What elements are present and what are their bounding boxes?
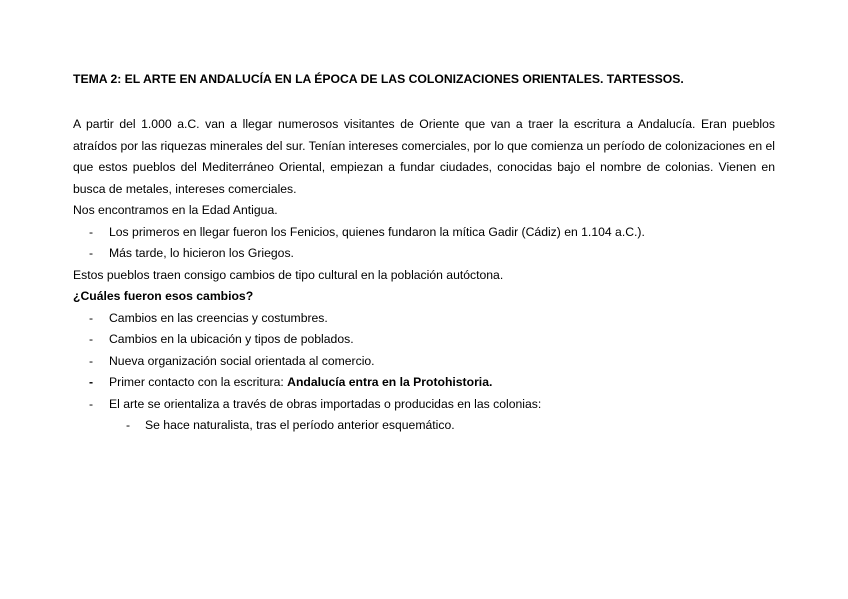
dash-marker: -: [89, 396, 94, 411]
list-item-text: Los primeros en llegar fueron los Fenicios, quienes fundaron la mítica Gadir (Cádiz) en 1.104 a.C.).: [109, 224, 645, 239]
age-line: Nos encontramos en la Edad Antigua.: [73, 203, 278, 217]
list-item-text: Cambios en la ubicación y tipos de poblados.: [109, 332, 354, 346]
list-item: [73, 351, 775, 373]
dash-marker: -: [89, 353, 94, 368]
dash-marker: -: [89, 224, 94, 239]
list-item: [73, 394, 775, 416]
changes-intro-line: Estos pueblos traen consigo cambios de tipo cultural en la población autóctona.: [73, 267, 504, 282]
document-title: TEMA 2: EL ARTE EN ANDALUCÍA EN LA ÉPOCA DE LAS COLONIZACIONES ORIENTALES. TARTESSOS.: [73, 72, 684, 86]
list-item: [73, 243, 775, 265]
document-page: [73, 71, 775, 437]
changes-list: [73, 308, 775, 416]
dash-marker: -: [89, 375, 94, 389]
section-question: ¿Cuáles fueron esos cambios?: [73, 289, 254, 303]
list-item-text: Nueva organización social orientada al comercio.: [109, 353, 375, 368]
dash-marker: -: [89, 332, 94, 346]
intro-paragraph: A partir del 1.000 a.C. van a llegar numerosos visitantes de Oriente que van a traer la escritura a Andalucía. Eran pueblos atraídos por las riquezas minerales del sur. Tenían intereses comerciales, por lo que comienza un período de colonizaciones en el que estos pueblos del Mediterráneo Oriental, empiezan a fundar ciudades, conocidas bajo el nombre de colonias. Vienen en busca de metales, intereses comerciales.: [73, 117, 775, 196]
list-item-text: Se hace naturalista, tras el período anterior esquemático.: [145, 418, 455, 432]
list-item: [73, 329, 775, 351]
list-item-text: Más tarde, lo hicieron los Griegos.: [109, 246, 294, 260]
list-item-text: El arte se orientaliza a través de obras importadas o producidas en las colonias:: [109, 396, 542, 411]
list-item-bold-text: Andalucía entra en la Protohistoria.: [287, 375, 493, 389]
list-item: [73, 415, 775, 437]
list-item: [73, 372, 775, 394]
list-item: [73, 222, 775, 244]
peoples-list: [73, 222, 775, 265]
list-item-text: Cambios en las creencias y costumbres.: [109, 310, 328, 325]
subchanges-list: [73, 415, 775, 437]
dash-marker: -: [89, 246, 94, 260]
dash-marker: -: [126, 418, 131, 432]
list-item: [73, 308, 775, 330]
dash-marker: -: [89, 310, 94, 325]
list-item-text: Primer contacto con la escritura:: [109, 375, 288, 389]
